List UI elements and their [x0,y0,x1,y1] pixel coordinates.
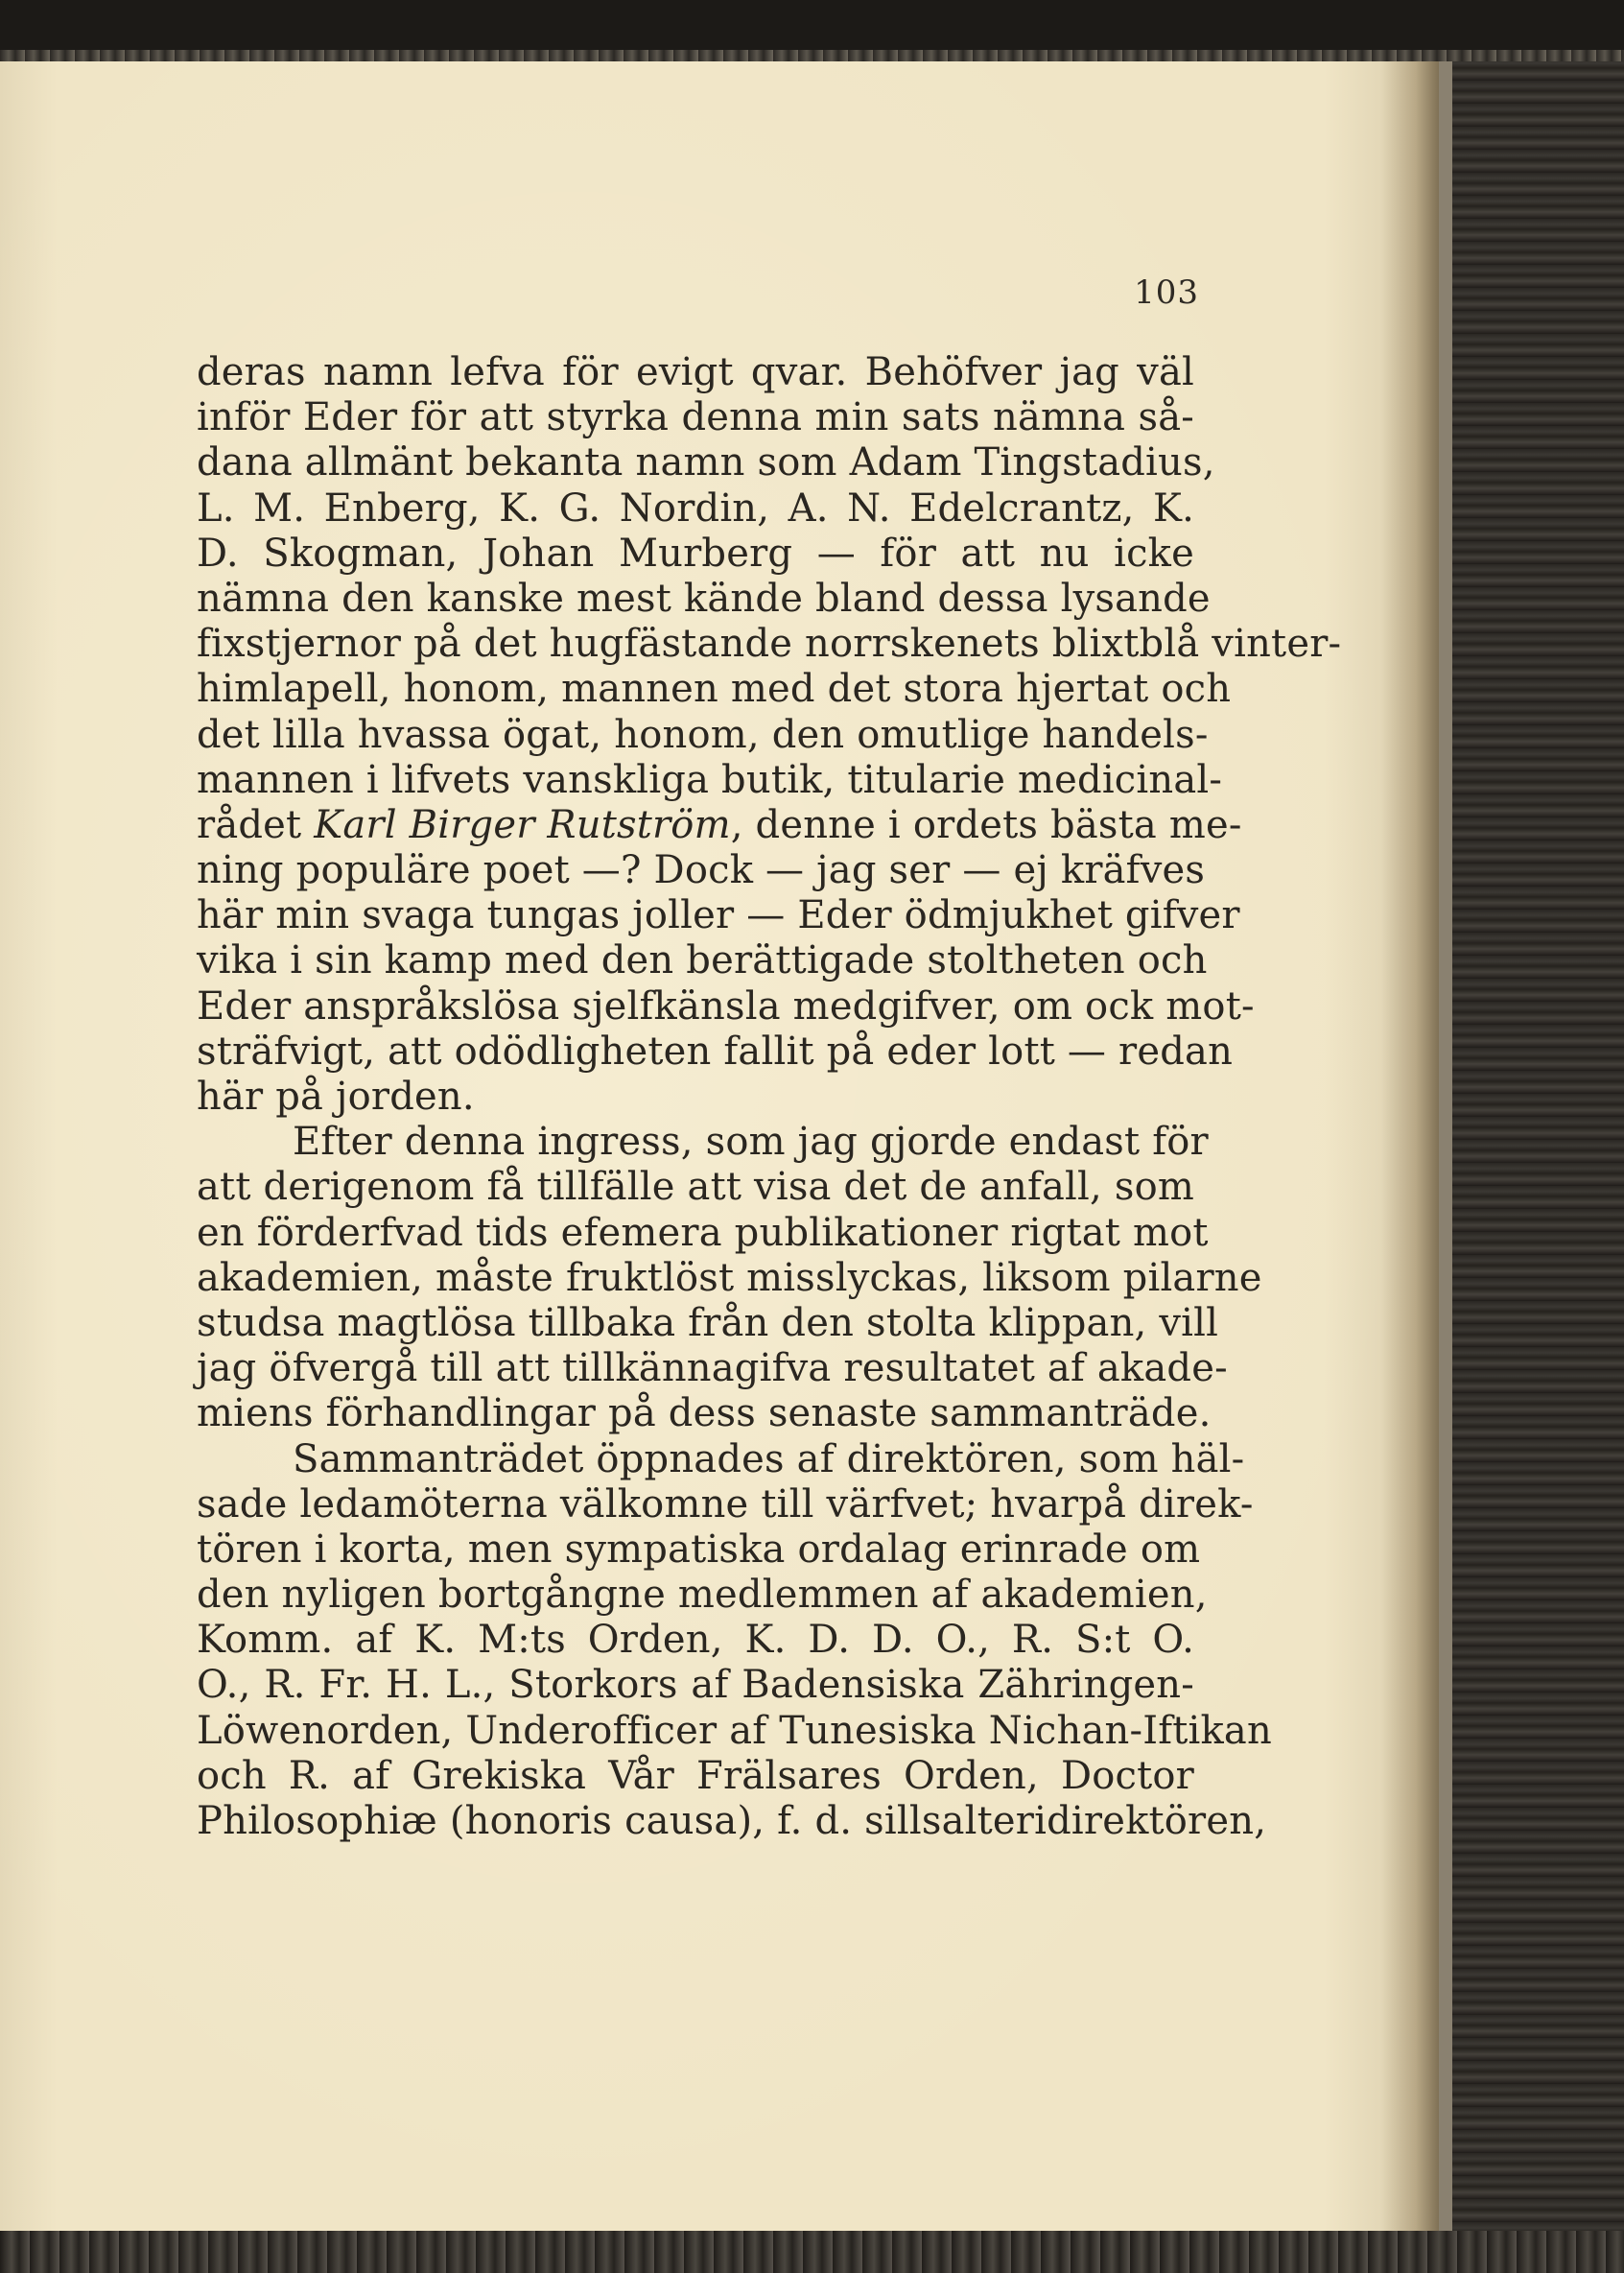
text-line: inför Eder för att styrka denna min sats nämna så- [197,395,1194,440]
text-line: D. Skogman, Johan Murberg — för att nu icke [197,531,1194,576]
text-line: fixstjernor på det hugfästande norrskenets blixtblå vinter- [197,622,1342,667]
text-line: här min svaga tungas joller — Eder ödmjukhet gifver [197,893,1240,938]
text-line: den nyligen bortgångne medlemmen af akademien, [197,1573,1208,1618]
text-line: ning populäre poet —? Dock — jag ser — ej kräfves [197,848,1206,893]
text-line: nämna den kanske mest kände bland dessa lysande [197,576,1211,621]
bottom-page-edge [0,2231,1624,2273]
text-line: tören i korta, men sympatiska ordalag erinrade om [197,1527,1201,1572]
text-line: det lilla hvassa ögat, honom, den omutlige handels- [197,712,1209,757]
text-line: vika i sin kamp med den berättigade stoltheten och [197,938,1208,983]
text-line: en förderfvad tids efemera publikationer rigtat mot [197,1210,1209,1255]
text-line: L. M. Enberg, K. G. Nordin, A. N. Edelcrantz, K. [197,485,1194,531]
text-line: Philosophiæ (honoris causa), f. d. sillsalteridirektören, [197,1799,1267,1843]
italic-person-name: Karl Birger Rutström [314,802,731,847]
text-line: akademien, måste fruktlöst misslyckas, liksom pilarne [197,1255,1262,1300]
text-line: O., R. Fr. H. L., Storkors af Badensiska Zähringen- [197,1663,1194,1708]
text-line: att derigenom få tillfälle att visa det de anfall, som [197,1165,1194,1210]
text-line: här på jorden. [197,1075,475,1119]
text-line: Löwenorden, Underofficer af Tunesiska Nichan-Iftikan [197,1708,1272,1753]
text-line: Eder anspråkslösa sjelfkänsla medgifver, om ock mot- [197,983,1255,1029]
text-line: deras namn lefva för evigt qvar. Behöfver jag väl [197,350,1194,394]
binding-edge [1439,58,1452,2236]
page-number: 103 [1134,273,1199,312]
paragraph-start-line: Efter denna ingress, som jag gjorde endast för [293,1120,1209,1165]
text-line: sträfvigt, att odödligheten fallit på eder lott — redan [197,1029,1234,1074]
text-line: dana allmänt bekanta namn som Adam Tingstadius, [197,440,1215,485]
text-line: studsa magtlösa tillbaka från den stolta klippan, vill [197,1300,1219,1345]
body-text [197,350,1342,1844]
text-line: himlapell, honom, mannen med det stora hjertat och [197,667,1232,712]
text-line: miens förhandlingar på dess senaste sammanträde. [197,1391,1212,1436]
paragraph-start-line: Sammanträdet öppnades af direktören, som häl- [293,1436,1245,1481]
text-line: mannen i lifvets vanskliga butik, titularie medicinal- [197,757,1223,802]
text-line: och R. af Grekiska Vår Frälsares Orden, Doctor [197,1753,1194,1798]
text-line: sade ledamöterna välkomne till värfvet; hvarpå direk- [197,1481,1254,1527]
top-page-edge [0,50,1624,61]
text-line: Komm. af K. M:ts Orden, K. D. D. O., R. S:t O. [197,1618,1194,1663]
text-line: jag öfvergå till att tillkännagifva resultatet af akade- [197,1346,1228,1391]
text-line-with-italic-name: rådet Karl Birger Rutström, denne i ordets bästa me- [197,802,1242,847]
page-gutter-shadow [1381,58,1439,2236]
book-binding [1439,58,1624,2236]
